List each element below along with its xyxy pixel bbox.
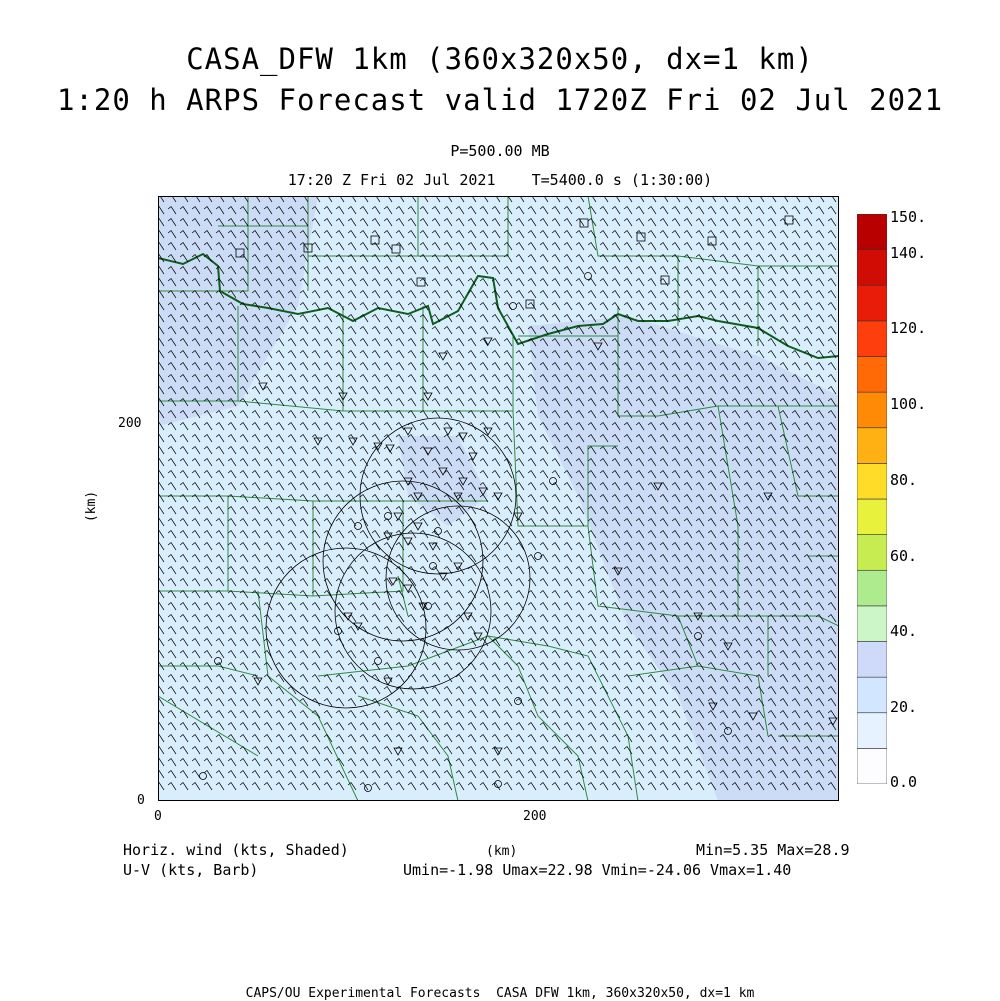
colorbar-swatch [857,250,887,286]
colorbar-swatch [857,713,887,749]
colorbar-swatch [857,321,887,357]
colorbar-swatch [857,677,887,713]
y-tick-0: 0 [137,793,145,808]
colorbar-label: 60. [890,547,918,565]
colorbar-swatch [857,392,887,428]
colorbar-label: 80. [890,471,918,489]
time-label: 17:20 Z Fri 02 Jul 2021 T=5400.0 s (1:30:00) [287,171,713,189]
uv-range-label: Umin=-1.98 Umax=22.98 Vmin=-24.06 Vmax=1.40 [403,861,792,879]
colorbar-swatch [857,535,887,571]
barb-legend: U-V (kts, Barb) [123,861,259,879]
y-axis-label: (km) [84,490,100,523]
colorbar-label: 140. [890,244,927,262]
colorbar-swatch [857,428,887,464]
x-tick-0: 0 [154,809,162,824]
shaded-legend: Horiz. wind (kts, Shaded) [123,841,349,859]
colorbar-swatch [857,499,887,535]
title-line-1: CASA_DFW 1km (360x320x50, dx=1 km) [186,42,814,76]
colorbar-swatch [857,570,887,606]
pressure-level: P=500.00 MB [450,142,550,160]
colorbar-swatch [857,606,887,642]
title-line-2: 1:20 h ARPS Forecast valid 1720Z Fri 02 Jul 2021 [56,83,944,117]
colorbar-swatch [857,285,887,321]
min-max-label: Min=5.35 Max=28.9 [696,841,850,859]
colorbar-label: 20. [890,698,918,716]
y-tick-200: 200 [118,416,142,431]
wind-map [158,196,839,801]
colorbar-swatch [857,642,887,678]
colorbar-swatch [857,748,887,784]
x-tick-200: 200 [523,809,547,824]
colorbar-label: 120. [890,319,927,337]
colorbar-swatch [857,463,887,499]
colorbar-label: 40. [890,622,918,640]
colorbar-label: 0.0 [890,773,918,791]
colorbar-label: 100. [890,395,927,413]
colorbar [857,214,887,784]
colorbar-label: 150. [890,208,927,226]
colorbar-swatch [857,214,887,250]
x-axis-label: (km) [486,844,518,859]
colorbar-swatch [857,357,887,393]
footer-credit: CAPS/OU Experimental Forecasts CASA DFW 1km, 360x320x50, dx=1 km [245,986,755,1001]
